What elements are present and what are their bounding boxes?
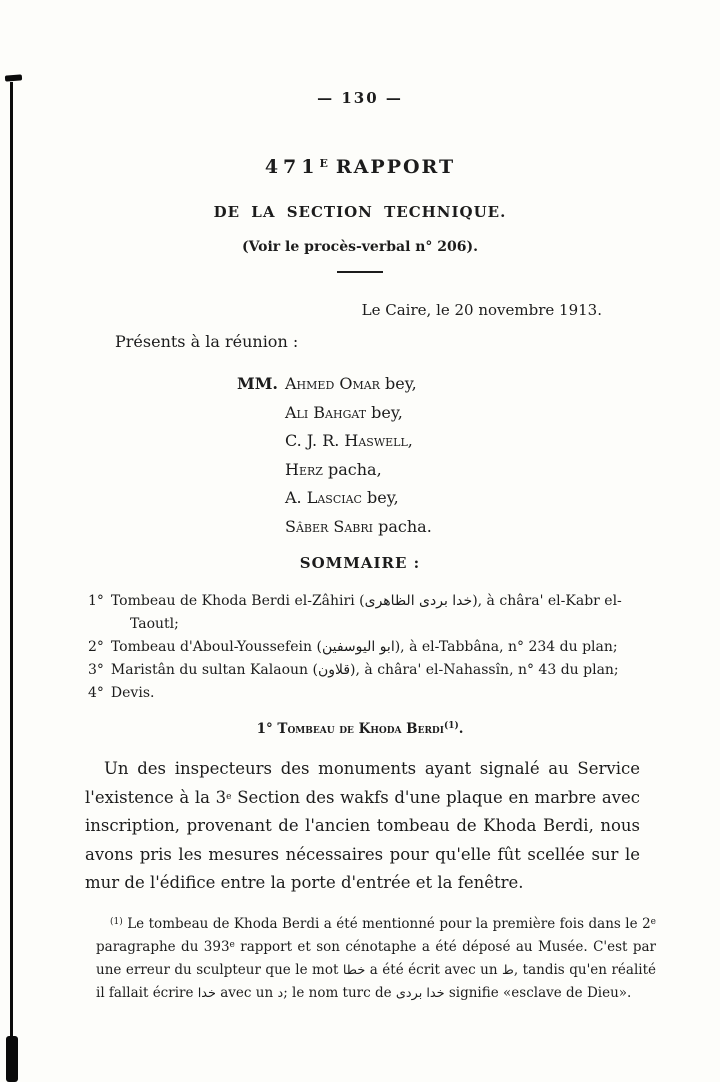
attendee-row xyxy=(237,484,720,513)
attendee-name: Ahmed Omar xyxy=(285,374,380,393)
scan-gutter-line xyxy=(10,82,13,1040)
arabic-word-khata: خطا xyxy=(342,962,366,978)
dateline: Le Caire, le 20 novembre 1913. xyxy=(361,301,602,319)
attendees-prefix: MM. xyxy=(237,374,278,393)
sommaire-item-3 xyxy=(88,659,642,682)
proces-verbal-reference: (Voir le procès-verbal n° 206). xyxy=(241,239,479,255)
footnote: $^{(1)}$ Le tombeau de Khoda Berdi a été mentionné pour la première fois dans le 2e paragraphe du 393e rapport et son cénotaphe a été déposé au Musée. C'est par une erreur du sculpteur que le mot خطا a été écrit avec un ط, tandis qu'en réalité il fallait écrire خدا avec un د; le nom turc de خدا بردى signifie «esclave de Dieu». xyxy=(96,915,656,1001)
sommaire-title: SOMMAIRE : xyxy=(299,554,421,572)
attendee-name: Sâber Sabri xyxy=(285,516,374,536)
attendee-title: , xyxy=(407,431,413,450)
attendee-title: pacha, xyxy=(322,459,382,479)
item-text: Maristân du sultan Kalaoun (قلاون), à châra' el-Nahassîn, n° 43 du plan; xyxy=(110,662,619,678)
attendee-row xyxy=(237,370,720,399)
ordinal-superscript: e xyxy=(226,791,232,802)
item-text: Tombeau d'Aboul-Youssefein (ابو اليوسفين), à el-Tabbâna, n° 234 du plan; xyxy=(110,639,618,655)
attendee-title: bey, xyxy=(379,374,417,393)
attendee-title: pacha. xyxy=(373,516,432,536)
arabic-letter-dal: د xyxy=(277,985,284,1001)
sommaire-list xyxy=(88,590,642,705)
arabic-letter-ta: ط xyxy=(502,962,514,978)
sommaire-item-4 xyxy=(88,682,642,705)
attendee-name: Herz xyxy=(285,459,323,479)
report-title xyxy=(0,156,720,178)
attendee-row xyxy=(237,427,720,456)
attendee-row xyxy=(237,513,720,542)
sommaire-item-1-continuation: Taoutl; xyxy=(130,616,179,632)
item-text: Devis. xyxy=(110,685,155,701)
attendees-list xyxy=(237,370,720,541)
body-paragraph: Un des inspecteurs des monuments ayant signalé au Service l'existence à la 3e Section des wakfs d'une plaque en marbre avec inscription, provenant de l'ancien tombeau de Khoda Berdi, nous avons pris les mesures nécessaires pour qu'elle fût scellée sur le mur de l'édifice entre la porte d'entrée et la fenêtre. xyxy=(85,759,640,893)
attendee-name: Ali Bahgat xyxy=(285,402,367,422)
item-number: 4° xyxy=(88,685,104,701)
footnote-reference-mark: (1) xyxy=(443,721,459,731)
attendee-row xyxy=(237,456,720,485)
arabic-name-khoda-berdi: خدا بردى xyxy=(395,985,445,1001)
arabic-word-khoda: خدا xyxy=(197,985,216,1001)
horizontal-rule xyxy=(337,271,383,273)
page-number: — 130 — xyxy=(317,89,403,107)
section-1-heading: 1° Tombeau de Khoda Berdi$^{(1)}$. xyxy=(256,721,464,737)
attendees-heading: Présents à la réunion : xyxy=(115,332,299,351)
item-number: 1° xyxy=(88,593,104,609)
section-heading-text: 1° Tombeau de Khoda Berdi xyxy=(256,721,444,737)
report-number-ordinal: E xyxy=(319,157,328,170)
ordinal-superscript: e xyxy=(650,916,656,927)
attendee-name: C. J. R. Haswell xyxy=(285,431,408,450)
scan-gutter-blob xyxy=(6,1036,18,1082)
attendee-row xyxy=(237,399,720,428)
report-title-word: RAPPORT xyxy=(335,156,456,178)
report-subtitle: DE LA SECTION TECHNIQUE. xyxy=(213,203,507,221)
item-text: Tombeau de Khoda Berdi el-Zâhiri (خدا بردى الظاهرى), à châra' el-Kabr el- xyxy=(110,593,622,609)
item-number: 2° xyxy=(88,639,104,655)
report-number: 471 xyxy=(264,156,320,178)
footnote-marker: (1) xyxy=(110,916,123,927)
sommaire-item-1 xyxy=(88,590,642,613)
sommaire-item-2 xyxy=(88,636,642,659)
attendee-name: A. Lasciac xyxy=(285,488,362,507)
attendee-title: bey, xyxy=(361,488,399,507)
attendee-title: bey, xyxy=(366,402,403,422)
ordinal-superscript: e xyxy=(229,939,235,950)
scan-gutter-hook xyxy=(5,74,22,81)
item-number: 3° xyxy=(88,662,104,678)
